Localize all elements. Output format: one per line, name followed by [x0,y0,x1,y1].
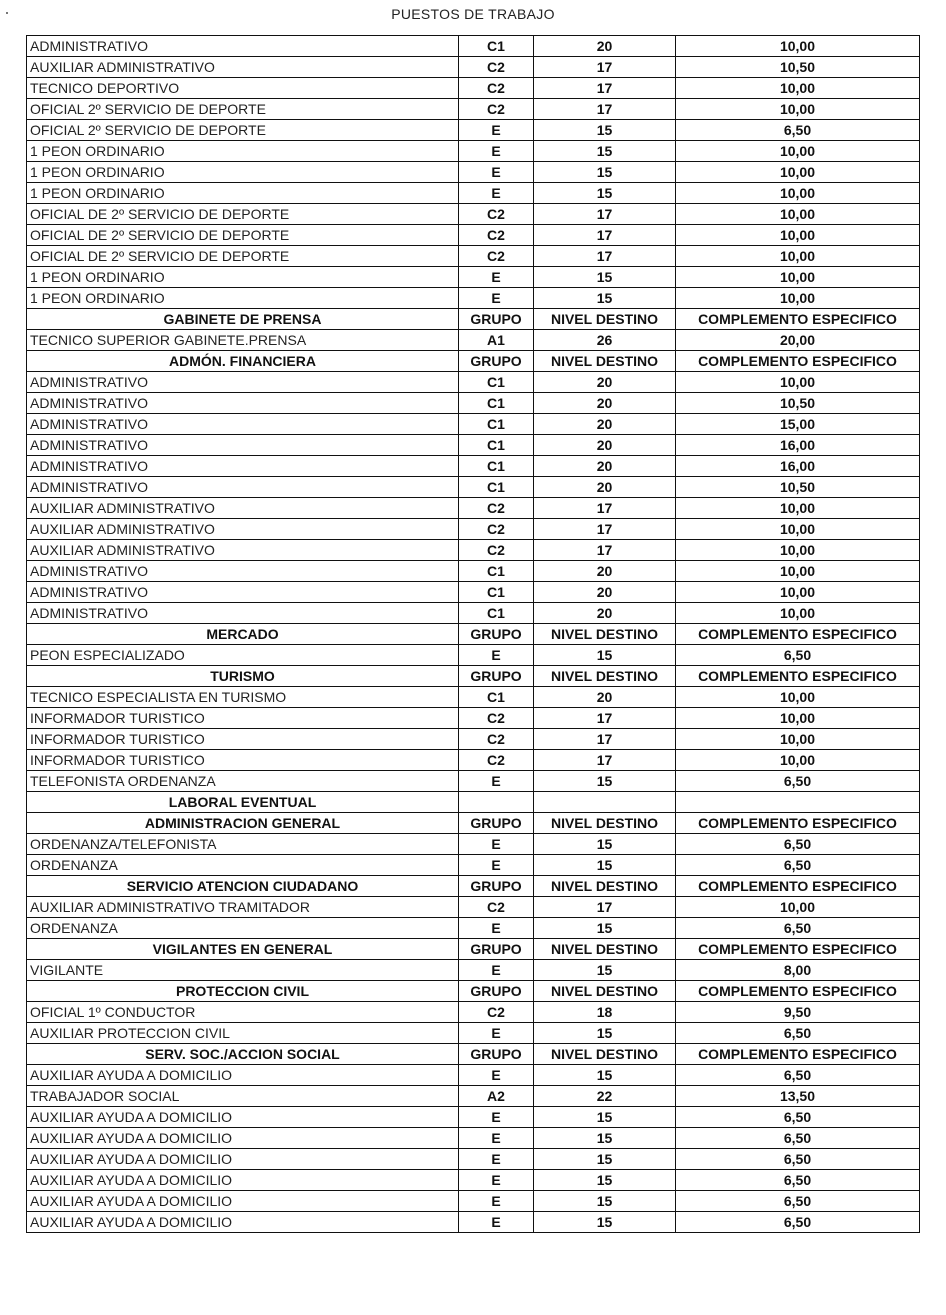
job-title-cell: ADMINISTRATIVO [27,372,459,393]
job-title-cell: ADMINISTRATIVO [27,582,459,603]
section-title: VIGILANTES EN GENERAL [27,939,459,960]
column-header: GRUPO [459,309,534,330]
table-row [27,372,920,393]
nivel-destino-cell: 15 [534,183,676,204]
column-header: COMPLEMENTO ESPECIFICO [676,309,920,330]
job-title-cell: OFICIAL DE 2º SERVICIO DE DEPORTE [27,225,459,246]
table-row [27,99,920,120]
nivel-destino-cell: 17 [534,99,676,120]
table-row [27,561,920,582]
table-row [27,834,920,855]
nivel-destino-cell: 20 [534,435,676,456]
nivel-destino-cell: 20 [534,393,676,414]
complemento-especifico-cell: 13,50 [676,1086,920,1107]
table-row [27,1002,920,1023]
complemento-especifico-cell: 10,00 [676,897,920,918]
nivel-destino-cell: 20 [534,456,676,477]
complemento-especifico-cell: 10,00 [676,162,920,183]
table-row [27,36,920,57]
table-row [27,1107,920,1128]
table-row [27,435,920,456]
table-row [27,603,920,624]
grupo-cell: C2 [459,78,534,99]
column-header [534,792,676,813]
column-header [459,792,534,813]
nivel-destino-cell: 15 [534,267,676,288]
table-row [27,477,920,498]
section-title: TURISMO [27,666,459,687]
table-row [27,456,920,477]
complemento-especifico-cell: 10,50 [676,477,920,498]
table-row [27,918,920,939]
nivel-destino-cell: 17 [534,750,676,771]
column-header: GRUPO [459,1044,534,1065]
job-title-cell: ADMINISTRATIVO [27,603,459,624]
complemento-especifico-cell: 10,00 [676,267,920,288]
job-title-cell: AUXILIAR AYUDA A DOMICILIO [27,1191,459,1212]
job-title-cell: TECNICO ESPECIALISTA EN TURISMO [27,687,459,708]
column-header: NIVEL DESTINO [534,876,676,897]
job-title-cell: AUXILIAR AYUDA A DOMICILIO [27,1128,459,1149]
section-header-row [27,792,920,813]
nivel-destino-cell: 17 [534,540,676,561]
job-title-cell: AUXILIAR AYUDA A DOMICILIO [27,1170,459,1191]
complemento-especifico-cell: 6,50 [676,1149,920,1170]
job-title-cell: ORDENANZA/TELEFONISTA [27,834,459,855]
job-title-cell: ORDENANZA [27,918,459,939]
table-row [27,120,920,141]
column-header: COMPLEMENTO ESPECIFICO [676,1044,920,1065]
section-title: ADMÓN. FINANCIERA [27,351,459,372]
grupo-cell: E [459,288,534,309]
complemento-especifico-cell: 6,50 [676,1128,920,1149]
grupo-cell: C2 [459,225,534,246]
job-title-cell: PEON ESPECIALIZADO [27,645,459,666]
job-title-cell: ADMINISTRATIVO [27,456,459,477]
grupo-cell: E [459,162,534,183]
grupo-cell: E [459,141,534,162]
column-header: COMPLEMENTO ESPECIFICO [676,351,920,372]
column-header: GRUPO [459,666,534,687]
complemento-especifico-cell: 10,00 [676,561,920,582]
job-title-cell: 1 PEON ORDINARIO [27,288,459,309]
complemento-especifico-cell: 6,50 [676,1191,920,1212]
table-row [27,288,920,309]
job-title-cell: VIGILANTE [27,960,459,981]
grupo-cell: E [459,918,534,939]
job-title-cell: 1 PEON ORDINARIO [27,162,459,183]
complemento-especifico-cell: 6,50 [676,120,920,141]
job-title-cell: ADMINISTRATIVO [27,36,459,57]
grupo-cell: C2 [459,57,534,78]
nivel-destino-cell: 20 [534,36,676,57]
column-header: COMPLEMENTO ESPECIFICO [676,624,920,645]
job-title-cell: INFORMADOR TURISTICO [27,750,459,771]
nivel-destino-cell: 15 [534,1023,676,1044]
table-row [27,204,920,225]
nivel-destino-cell: 17 [534,204,676,225]
nivel-destino-cell: 15 [534,855,676,876]
nivel-destino-cell: 15 [534,1128,676,1149]
column-header: COMPLEMENTO ESPECIFICO [676,666,920,687]
grupo-cell: E [459,960,534,981]
positions-table-body [27,36,920,1233]
grupo-cell: E [459,855,534,876]
grupo-cell: C1 [459,435,534,456]
page-title: PUESTOS DE TRABAJO [391,6,555,22]
grupo-cell: E [459,1107,534,1128]
grupo-cell: C1 [459,687,534,708]
nivel-destino-cell: 20 [534,582,676,603]
grupo-cell: C1 [459,393,534,414]
column-header: GRUPO [459,813,534,834]
complemento-especifico-cell: 10,00 [676,246,920,267]
table-row [27,1170,920,1191]
table-row [27,708,920,729]
table-row [27,1128,920,1149]
column-header: NIVEL DESTINO [534,1044,676,1065]
job-title-cell: AUXILIAR ADMINISTRATIVO [27,498,459,519]
job-title-cell: AUXILIAR AYUDA A DOMICILIO [27,1107,459,1128]
table-row [27,1023,920,1044]
column-header: NIVEL DESTINO [534,813,676,834]
job-title-cell: OFICIAL DE 2º SERVICIO DE DEPORTE [27,246,459,267]
section-header-row [27,1044,920,1065]
table-row [27,855,920,876]
complemento-especifico-cell: 10,00 [676,99,920,120]
nivel-destino-cell: 17 [534,225,676,246]
nivel-destino-cell: 15 [534,834,676,855]
complemento-especifico-cell: 10,00 [676,498,920,519]
nivel-destino-cell: 15 [534,960,676,981]
complemento-especifico-cell: 10,00 [676,750,920,771]
table-row [27,897,920,918]
job-title-cell: OFICIAL 1º CONDUCTOR [27,1002,459,1023]
job-title-cell: TRABAJADOR SOCIAL [27,1086,459,1107]
column-header: GRUPO [459,939,534,960]
complemento-especifico-cell: 10,00 [676,288,920,309]
table-row [27,162,920,183]
nivel-destino-cell: 17 [534,57,676,78]
column-header: NIVEL DESTINO [534,666,676,687]
section-title: PROTECCION CIVIL [27,981,459,1002]
job-title-cell: INFORMADOR TURISTICO [27,729,459,750]
nivel-destino-cell: 15 [534,1170,676,1191]
positions-table [26,35,920,1233]
complemento-especifico-cell: 10,00 [676,729,920,750]
column-header: COMPLEMENTO ESPECIFICO [676,981,920,1002]
complemento-especifico-cell: 10,00 [676,687,920,708]
nivel-destino-cell: 15 [534,918,676,939]
grupo-cell: A2 [459,1086,534,1107]
nivel-destino-cell: 17 [534,708,676,729]
nivel-destino-cell: 20 [534,414,676,435]
grupo-cell: C2 [459,750,534,771]
table-row [27,330,920,351]
grupo-cell: C2 [459,729,534,750]
job-title-cell: OFICIAL DE 2º SERVICIO DE DEPORTE [27,204,459,225]
grupo-cell: E [459,1128,534,1149]
table-row [27,960,920,981]
section-header-row [27,876,920,897]
nivel-destino-cell: 15 [534,1149,676,1170]
nivel-destino-cell: 15 [534,120,676,141]
nivel-destino-cell: 15 [534,141,676,162]
grupo-cell: C2 [459,99,534,120]
complemento-especifico-cell: 6,50 [676,1023,920,1044]
table-row [27,1191,920,1212]
section-header-row [27,351,920,372]
table-row [27,771,920,792]
grupo-cell: E [459,645,534,666]
grupo-cell: C1 [459,456,534,477]
table-row [27,1149,920,1170]
complemento-especifico-cell: 16,00 [676,435,920,456]
section-header-row [27,981,920,1002]
nivel-destino-cell: 15 [534,162,676,183]
job-title-cell: 1 PEON ORDINARIO [27,141,459,162]
nivel-destino-cell: 20 [534,687,676,708]
complemento-especifico-cell: 10,00 [676,582,920,603]
job-title-cell: 1 PEON ORDINARIO [27,183,459,204]
complemento-especifico-cell: 10,00 [676,519,920,540]
column-header: NIVEL DESTINO [534,351,676,372]
nivel-destino-cell: 17 [534,498,676,519]
grupo-cell: C1 [459,582,534,603]
section-title: GABINETE DE PRENSA [27,309,459,330]
job-title-cell: OFICIAL 2º SERVICIO DE DEPORTE [27,99,459,120]
section-header-row [27,666,920,687]
job-title-cell: INFORMADOR TURISTICO [27,708,459,729]
grupo-cell: C2 [459,246,534,267]
table-row [27,57,920,78]
grupo-cell: C1 [459,603,534,624]
complemento-especifico-cell: 6,50 [676,1170,920,1191]
grupo-cell: C2 [459,204,534,225]
job-title-cell: ADMINISTRATIVO [27,435,459,456]
job-title-cell: AUXILIAR AYUDA A DOMICILIO [27,1065,459,1086]
table-row [27,183,920,204]
complemento-especifico-cell: 9,50 [676,1002,920,1023]
grupo-cell: C2 [459,1002,534,1023]
complemento-especifico-cell: 15,00 [676,414,920,435]
complemento-especifico-cell: 10,00 [676,708,920,729]
grupo-cell: C2 [459,498,534,519]
nivel-destino-cell: 20 [534,477,676,498]
table-row [27,414,920,435]
job-title-cell: 1 PEON ORDINARIO [27,267,459,288]
job-title-cell: ADMINISTRATIVO [27,561,459,582]
complemento-especifico-cell: 10,00 [676,540,920,561]
job-title-cell: AUXILIAR AYUDA A DOMICILIO [27,1149,459,1170]
job-title-cell: AUXILIAR ADMINISTRATIVO TRAMITADOR [27,897,459,918]
section-title: SERVICIO ATENCION CIUDADANO [27,876,459,897]
grupo-cell: E [459,834,534,855]
table-row [27,519,920,540]
complemento-especifico-cell: 16,00 [676,456,920,477]
job-title-cell: AUXILIAR AYUDA A DOMICILIO [27,1212,459,1233]
table-row [27,1212,920,1233]
grupo-cell: E [459,1149,534,1170]
complemento-especifico-cell: 6,50 [676,918,920,939]
grupo-cell: C1 [459,372,534,393]
complemento-especifico-cell: 10,00 [676,36,920,57]
table-row [27,750,920,771]
grupo-cell: E [459,120,534,141]
complemento-especifico-cell: 6,50 [676,855,920,876]
nivel-destino-cell: 17 [534,246,676,267]
grupo-cell: C1 [459,477,534,498]
job-title-cell: ORDENANZA [27,855,459,876]
complemento-especifico-cell: 10,00 [676,372,920,393]
grupo-cell: E [459,183,534,204]
table-row [27,645,920,666]
complemento-especifico-cell: 10,50 [676,393,920,414]
grupo-cell: C1 [459,36,534,57]
nivel-destino-cell: 26 [534,330,676,351]
table-row [27,498,920,519]
job-title-cell: AUXILIAR PROTECCION CIVIL [27,1023,459,1044]
table-row [27,540,920,561]
complemento-especifico-cell: 6,50 [676,645,920,666]
job-title-cell: OFICIAL 2º SERVICIO DE DEPORTE [27,120,459,141]
complemento-especifico-cell: 10,00 [676,225,920,246]
complemento-especifico-cell: 6,50 [676,1107,920,1128]
table-row [27,141,920,162]
grupo-cell: C2 [459,540,534,561]
grupo-cell: C1 [459,561,534,582]
section-header-row [27,939,920,960]
table-row [27,1086,920,1107]
job-title-cell: AUXILIAR ADMINISTRATIVO [27,57,459,78]
table-row [27,225,920,246]
column-header: GRUPO [459,876,534,897]
grupo-cell: C2 [459,708,534,729]
section-title: LABORAL EVENTUAL [27,792,459,813]
job-title-cell: TECNICO SUPERIOR GABINETE.PRENSA [27,330,459,351]
table-row [27,1065,920,1086]
section-title: SERV. SOC./ACCION SOCIAL [27,1044,459,1065]
grupo-cell: C1 [459,414,534,435]
job-title-cell: AUXILIAR ADMINISTRATIVO [27,519,459,540]
nivel-destino-cell: 18 [534,1002,676,1023]
nivel-destino-cell: 20 [534,603,676,624]
nivel-destino-cell: 20 [534,561,676,582]
nivel-destino-cell: 15 [534,288,676,309]
grupo-cell: C2 [459,519,534,540]
table-row [27,246,920,267]
table-row [27,582,920,603]
complemento-especifico-cell: 8,00 [676,960,920,981]
column-header [676,792,920,813]
complemento-especifico-cell: 6,50 [676,834,920,855]
job-title-cell: ADMINISTRATIVO [27,393,459,414]
complemento-especifico-cell: 20,00 [676,330,920,351]
complemento-especifico-cell: 10,50 [676,57,920,78]
column-header: GRUPO [459,981,534,1002]
column-header: GRUPO [459,624,534,645]
grupo-cell: E [459,1212,534,1233]
complemento-especifico-cell: 6,50 [676,771,920,792]
grupo-cell: E [459,1065,534,1086]
job-title-cell: ADMINISTRATIVO [27,477,459,498]
job-title-cell: ADMINISTRATIVO [27,414,459,435]
grupo-cell: E [459,1023,534,1044]
nivel-destino-cell: 17 [534,78,676,99]
job-title-cell: TELEFONISTA ORDENANZA [27,771,459,792]
column-header: NIVEL DESTINO [534,939,676,960]
grupo-cell: A1 [459,330,534,351]
section-header-row [27,309,920,330]
complemento-especifico-cell: 10,00 [676,78,920,99]
complemento-especifico-cell: 10,00 [676,603,920,624]
table-row [27,78,920,99]
nivel-destino-cell: 15 [534,1065,676,1086]
column-header: NIVEL DESTINO [534,624,676,645]
complemento-especifico-cell: 6,50 [676,1065,920,1086]
column-header: NIVEL DESTINO [534,309,676,330]
nivel-destino-cell: 17 [534,519,676,540]
nivel-destino-cell: 15 [534,1107,676,1128]
job-title-cell: TECNICO DEPORTIVO [27,78,459,99]
column-header: COMPLEMENTO ESPECIFICO [676,939,920,960]
grupo-cell: E [459,1170,534,1191]
column-header: COMPLEMENTO ESPECIFICO [676,813,920,834]
table-row [27,687,920,708]
table-row [27,267,920,288]
grupo-cell: E [459,267,534,288]
nivel-destino-cell: 15 [534,1212,676,1233]
section-header-row [27,813,920,834]
complemento-especifico-cell: 10,00 [676,141,920,162]
column-header: NIVEL DESTINO [534,981,676,1002]
nivel-destino-cell: 15 [534,645,676,666]
nivel-destino-cell: 22 [534,1086,676,1107]
section-header-row [27,624,920,645]
table-row [27,393,920,414]
grupo-cell: E [459,1191,534,1212]
complemento-especifico-cell: 10,00 [676,183,920,204]
section-title: MERCADO [27,624,459,645]
nivel-destino-cell: 17 [534,729,676,750]
nivel-destino-cell: 20 [534,372,676,393]
job-title-cell: AUXILIAR ADMINISTRATIVO [27,540,459,561]
section-title: ADMINISTRACION GENERAL [27,813,459,834]
nivel-destino-cell: 17 [534,897,676,918]
table-row [27,729,920,750]
complemento-especifico-cell: 10,00 [676,204,920,225]
nivel-destino-cell: 15 [534,1191,676,1212]
nivel-destino-cell: 15 [534,771,676,792]
complemento-especifico-cell: 6,50 [676,1212,920,1233]
column-header: COMPLEMENTO ESPECIFICO [676,876,920,897]
column-header: GRUPO [459,351,534,372]
grupo-cell: E [459,771,534,792]
grupo-cell: C2 [459,897,534,918]
